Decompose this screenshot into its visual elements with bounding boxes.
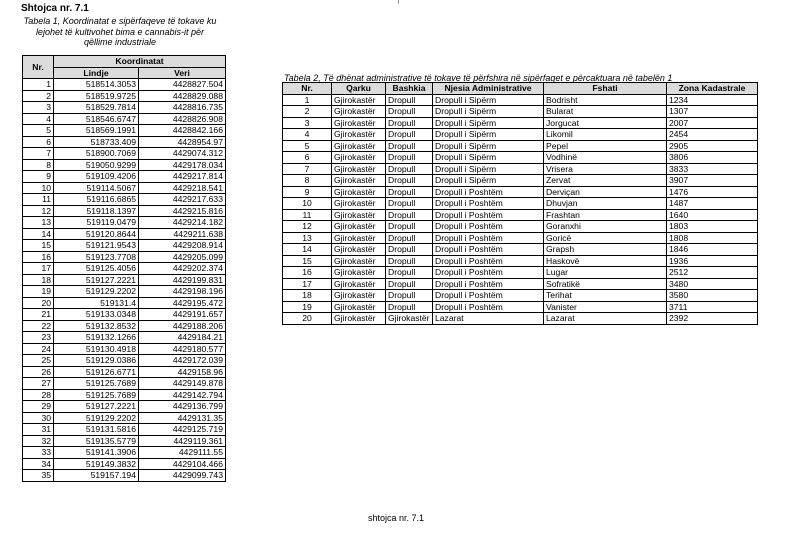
table1-cell-lindje: 519157.194	[54, 470, 139, 482]
table2-cell-bashkia: Dropull	[386, 232, 433, 244]
table-row	[23, 435, 226, 447]
table2-cell-bashkia: Dropull	[386, 221, 433, 233]
table1-cell-veri: 4429178.034	[139, 159, 226, 171]
table2-cell-njesia: Dropull i Sipërm	[433, 163, 544, 175]
table1-header-veri: Veri	[139, 67, 226, 79]
table2-cell-bashkia: Dropull	[386, 106, 433, 118]
table-row	[23, 332, 226, 344]
table1-cell-lindje: 519129.2202	[54, 286, 139, 298]
table1-cell-veri: 4429217.814	[139, 171, 226, 183]
table1-cell-nr: 15	[23, 240, 54, 252]
table-row	[283, 232, 758, 244]
table2-cell-njesia: Dropull i Sipërm	[433, 152, 544, 164]
table1-cell-lindje: 519050.9299	[54, 159, 139, 171]
table2-cell-bashkia: Dropull	[386, 94, 433, 106]
table2-cell-fshati: Terihat	[544, 290, 667, 302]
table1-cell-lindje: 519132.8532	[54, 320, 139, 332]
table2-cell-nr: 20	[283, 313, 332, 325]
table2-cell-qarku: Gjirokastër	[332, 152, 386, 164]
table2-cell-nr: 7	[283, 163, 332, 175]
table2-cell-bashkia: Dropull	[386, 290, 433, 302]
table1-cell-nr: 8	[23, 159, 54, 171]
table-row	[283, 209, 758, 221]
table-row	[283, 186, 758, 198]
table-row	[23, 217, 226, 229]
table2-cell-qarku: Gjirokastër	[332, 267, 386, 279]
table2-cell-zona: 1936	[667, 255, 758, 267]
coordinates-table	[22, 55, 226, 482]
table2-cell-bashkia: Dropull	[386, 301, 433, 313]
table2-cell-nr: 16	[283, 267, 332, 279]
table-row	[23, 79, 226, 91]
table1-cell-lindje: 519121.9543	[54, 240, 139, 252]
table2-cell-njesia: Dropull i Sipërm	[433, 106, 544, 118]
table1-header-nr: Nr.	[23, 56, 54, 79]
table1-cell-lindje: 519132.1266	[54, 332, 139, 344]
table2-cell-qarku: Gjirokastër	[332, 255, 386, 267]
table1-cell-lindje: 519126.6771	[54, 366, 139, 378]
table1-cell-veri: 4429199.831	[139, 274, 226, 286]
table2-cell-njesia: Dropull i Poshtëm	[433, 221, 544, 233]
table1-cell-veri: 4429195.472	[139, 297, 226, 309]
table-row	[23, 136, 226, 148]
table2-cell-zona: 1640	[667, 209, 758, 221]
table2-cell-nr: 1	[283, 94, 332, 106]
table1-cell-nr: 26	[23, 366, 54, 378]
table2-header-nr: Nr.	[283, 83, 332, 95]
table2-header-njesia: Njesia Administrative	[433, 83, 544, 95]
table2-cell-fshati: Jorgucat	[544, 117, 667, 129]
table2-cell-qarku: Gjirokastër	[332, 94, 386, 106]
table1-cell-veri: 4429149.878	[139, 378, 226, 390]
table1-cell-nr: 12	[23, 205, 54, 217]
table2-cell-zona: 1846	[667, 244, 758, 256]
table2-cell-zona: 2454	[667, 129, 758, 141]
table2-cell-zona: 3907	[667, 175, 758, 187]
table2-cell-zona: 1808	[667, 232, 758, 244]
table-row	[283, 129, 758, 141]
table-row	[283, 106, 758, 118]
table-row	[283, 313, 758, 325]
table2-cell-qarku: Gjirokastër	[332, 198, 386, 210]
table-row	[23, 148, 226, 160]
table1-cell-nr: 9	[23, 171, 54, 183]
table1-cell-lindje: 519123.7708	[54, 251, 139, 263]
table2-cell-njesia: Dropull i Poshtëm	[433, 267, 544, 279]
table2-cell-nr: 3	[283, 117, 332, 129]
table2-cell-fshati: Likomil	[544, 129, 667, 141]
table-row	[23, 389, 226, 401]
table1-cell-nr: 32	[23, 435, 54, 447]
table1-cell-veri: 4429074.312	[139, 148, 226, 160]
table2-cell-nr: 19	[283, 301, 332, 313]
table1-cell-nr: 14	[23, 228, 54, 240]
table-row	[23, 205, 226, 217]
table1-cell-veri: 4429180.577	[139, 343, 226, 355]
table1-cell-lindje: 519127.2221	[54, 274, 139, 286]
table-row	[23, 240, 226, 252]
table1-cell-lindje: 519133.0348	[54, 309, 139, 321]
table1-cell-lindje: 519141.3906	[54, 447, 139, 459]
table-row	[23, 424, 226, 436]
table2-caption: Tabela 2, Të dhënat administrative të tokave të përfshira në sipërfaqet e përcaktuara në tabelën 1	[284, 73, 673, 83]
table-row	[283, 244, 758, 256]
table2-cell-bashkia: Dropull	[386, 152, 433, 164]
table1-cell-veri: 4428829.088	[139, 90, 226, 102]
table1-cell-lindje: 519149.3832	[54, 458, 139, 470]
table1-cell-veri: 4429211.638	[139, 228, 226, 240]
table2-cell-njesia: Dropull i Poshtëm	[433, 301, 544, 313]
table2-cell-zona: 2512	[667, 267, 758, 279]
table1-cell-veri: 4429136.799	[139, 401, 226, 413]
table1-cell-veri: 4429188.206	[139, 320, 226, 332]
table-row	[283, 255, 758, 267]
table1-cell-nr: 6	[23, 136, 54, 148]
table2-cell-fshati: Pepel	[544, 140, 667, 152]
table2-cell-bashkia: Dropull	[386, 255, 433, 267]
table1-cell-lindje: 519129.0386	[54, 355, 139, 367]
administrative-table	[282, 82, 758, 325]
table2-header-zona: Zona Kadastrale	[667, 83, 758, 95]
table1-cell-nr: 10	[23, 182, 54, 194]
table1-cell-veri: 4429198.196	[139, 286, 226, 298]
table1-cell-veri: 4429172.039	[139, 355, 226, 367]
table2-cell-nr: 9	[283, 186, 332, 198]
table1-cell-veri: 4429131.35	[139, 412, 226, 424]
table2-cell-qarku: Gjirokastër	[332, 106, 386, 118]
table1-cell-veri: 4429119.361	[139, 435, 226, 447]
table2-cell-njesia: Dropull i Sipërm	[433, 94, 544, 106]
table-row	[23, 113, 226, 125]
table1-cell-veri: 4428816.735	[139, 102, 226, 114]
table1-cell-lindje: 519114.5067	[54, 182, 139, 194]
table2-cell-nr: 11	[283, 209, 332, 221]
table1-cell-lindje: 519116.6865	[54, 194, 139, 206]
table2-cell-qarku: Gjirokastër	[332, 244, 386, 256]
table-row	[23, 182, 226, 194]
table1-cell-lindje: 519120.8644	[54, 228, 139, 240]
page-mark	[398, 0, 399, 4]
table1-cell-lindje: 519130.4918	[54, 343, 139, 355]
table2-cell-njesia: Dropull i Poshtëm	[433, 255, 544, 267]
table2-cell-njesia: Dropull i Poshtëm	[433, 186, 544, 198]
table-row	[23, 228, 226, 240]
table1-caption: Tabela 1, Koordinatat e sipërfaqeve të tokave ku lejohet të kultivohet bima e cannabis-it për qëllime industriale	[23, 16, 217, 47]
table1-cell-veri: 4429125.719	[139, 424, 226, 436]
table1-cell-veri: 4429158.96	[139, 366, 226, 378]
table2-cell-njesia: Dropull i Poshtëm	[433, 278, 544, 290]
page-footer: shtojca nr. 7.1	[368, 513, 425, 523]
table2-cell-nr: 12	[283, 221, 332, 233]
table2-cell-zona: 2007	[667, 117, 758, 129]
table2-cell-nr: 5	[283, 140, 332, 152]
table-row	[23, 171, 226, 183]
table1-cell-veri: 4429142.794	[139, 389, 226, 401]
table2-cell-fshati: Vodhinë	[544, 152, 667, 164]
table2-cell-bashkia: Dropull	[386, 129, 433, 141]
table1-cell-lindje: 519135.5779	[54, 435, 139, 447]
table1-cell-lindje: 518519.9725	[54, 90, 139, 102]
table2-cell-qarku: Gjirokastër	[332, 186, 386, 198]
table2-header-qarku: Qarku	[332, 83, 386, 95]
table1-cell-veri: 4429218.541	[139, 182, 226, 194]
table1-cell-veri: 4429191.657	[139, 309, 226, 321]
table2-cell-bashkia: Dropull	[386, 140, 433, 152]
table1-cell-veri: 4429205.099	[139, 251, 226, 263]
table-row	[23, 251, 226, 263]
table-row	[23, 102, 226, 114]
table2-cell-qarku: Gjirokastër	[332, 232, 386, 244]
table1-cell-veri: 4429111.55	[139, 447, 226, 459]
table-row	[283, 221, 758, 233]
table2-cell-njesia: Lazarat	[433, 313, 544, 325]
table2-cell-nr: 15	[283, 255, 332, 267]
table1-cell-lindje: 519125.7689	[54, 378, 139, 390]
table2-cell-fshati: Bodrisht	[544, 94, 667, 106]
table2-cell-nr: 18	[283, 290, 332, 302]
table-row	[283, 198, 758, 210]
table2-cell-nr: 13	[283, 232, 332, 244]
table2-cell-bashkia: Dropull	[386, 186, 433, 198]
table2-cell-fshati: Grapsh	[544, 244, 667, 256]
table-row	[283, 175, 758, 187]
table1-cell-nr: 1	[23, 79, 54, 91]
table2-cell-nr: 6	[283, 152, 332, 164]
table1-cell-nr: 23	[23, 332, 54, 344]
table-row	[23, 470, 226, 482]
table2-cell-zona: 3833	[667, 163, 758, 175]
table1-cell-lindje: 519109.4206	[54, 171, 139, 183]
table2-cell-fshati: Goricë	[544, 232, 667, 244]
table2-cell-fshati: Lugar	[544, 267, 667, 279]
table2-cell-njesia: Dropull i Poshtëm	[433, 244, 544, 256]
table1-cell-nr: 11	[23, 194, 54, 206]
table-row	[283, 267, 758, 279]
table1-cell-nr: 17	[23, 263, 54, 275]
table2-cell-qarku: Gjirokastër	[332, 175, 386, 187]
table1-header-lindje: Lindje	[54, 67, 139, 79]
table2-cell-bashkia: Dropull	[386, 267, 433, 279]
table2-cell-fshati: Bularat	[544, 106, 667, 118]
table1-cell-nr: 16	[23, 251, 54, 263]
table2-cell-fshati: Vrisera	[544, 163, 667, 175]
table-row	[23, 194, 226, 206]
table-row	[283, 290, 758, 302]
table2-cell-njesia: Dropull i Sipërm	[433, 129, 544, 141]
table2-cell-zona: 2392	[667, 313, 758, 325]
table1-cell-nr: 4	[23, 113, 54, 125]
table1-cell-lindje: 518546.6747	[54, 113, 139, 125]
table2-header-fshati: Fshati	[544, 83, 667, 95]
table1-cell-nr: 25	[23, 355, 54, 367]
table2-cell-bashkia: Gjirokastër	[386, 313, 433, 325]
table-row	[23, 355, 226, 367]
table2-cell-bashkia: Dropull	[386, 163, 433, 175]
table1-cell-lindje: 518900.7069	[54, 148, 139, 160]
table1-cell-veri: 4429208.914	[139, 240, 226, 252]
table2-cell-qarku: Gjirokastër	[332, 129, 386, 141]
table2-cell-qarku: Gjirokastër	[332, 301, 386, 313]
table1-cell-veri: 4428827.504	[139, 79, 226, 91]
table1-cell-veri: 4429215.816	[139, 205, 226, 217]
table2-cell-zona: 1307	[667, 106, 758, 118]
table2-cell-njesia: Dropull i Sipërm	[433, 175, 544, 187]
table1-cell-nr: 27	[23, 378, 54, 390]
table1-cell-nr: 29	[23, 401, 54, 413]
table1-cell-lindje: 518569.1991	[54, 125, 139, 137]
table-row	[23, 159, 226, 171]
table1-cell-veri: 4428954.97	[139, 136, 226, 148]
table2-cell-zona: 3806	[667, 152, 758, 164]
table2-cell-bashkia: Dropull	[386, 278, 433, 290]
table1-cell-nr: 22	[23, 320, 54, 332]
table-row	[283, 163, 758, 175]
table1-cell-lindje: 519119.0479	[54, 217, 139, 229]
table-row	[23, 412, 226, 424]
table2-cell-nr: 4	[283, 129, 332, 141]
table2-cell-njesia: Dropull i Poshtëm	[433, 198, 544, 210]
table1-cell-veri: 4429214.182	[139, 217, 226, 229]
table-row	[23, 320, 226, 332]
table-row	[23, 297, 226, 309]
table1-cell-nr: 7	[23, 148, 54, 160]
table2-cell-bashkia: Dropull	[386, 198, 433, 210]
table1-header-group: Koordinatat	[54, 56, 226, 68]
table2-cell-nr: 10	[283, 198, 332, 210]
table1-cell-nr: 5	[23, 125, 54, 137]
table2-cell-fshati: Haskovë	[544, 255, 667, 267]
table1-cell-nr: 18	[23, 274, 54, 286]
table1-cell-lindje: 519118.1397	[54, 205, 139, 217]
table-row	[23, 90, 226, 102]
table2-cell-fshati: Derviçan	[544, 186, 667, 198]
table-row	[283, 117, 758, 129]
table1-cell-nr: 30	[23, 412, 54, 424]
table2-cell-qarku: Gjirokastër	[332, 278, 386, 290]
table-row	[283, 152, 758, 164]
table2-cell-zona: 3480	[667, 278, 758, 290]
table2-cell-zona: 1803	[667, 221, 758, 233]
table-row	[23, 125, 226, 137]
table-row	[23, 343, 226, 355]
table2-cell-nr: 17	[283, 278, 332, 290]
table1-cell-veri: 4429184.21	[139, 332, 226, 344]
table1-cell-veri: 4428842.166	[139, 125, 226, 137]
table-row	[283, 140, 758, 152]
table1-cell-veri: 4429104.466	[139, 458, 226, 470]
table2-cell-nr: 8	[283, 175, 332, 187]
table2-cell-bashkia: Dropull	[386, 175, 433, 187]
page-title: Shtojca nr. 7.1	[21, 3, 89, 14]
table2-cell-zona: 3711	[667, 301, 758, 313]
table1-cell-veri: 4429099.743	[139, 470, 226, 482]
table2-cell-fshati: Vanister	[544, 301, 667, 313]
table1-cell-lindje: 519127.2221	[54, 401, 139, 413]
table-row	[23, 263, 226, 275]
table2-cell-qarku: Gjirokastër	[332, 313, 386, 325]
table-row	[283, 94, 758, 106]
table1-cell-nr: 20	[23, 297, 54, 309]
table2-cell-njesia: Dropull i Poshtëm	[433, 232, 544, 244]
table2-cell-fshati: Sofratikë	[544, 278, 667, 290]
table2-cell-zona: 2905	[667, 140, 758, 152]
table-row	[23, 378, 226, 390]
table2-cell-fshati: Goranxhi	[544, 221, 667, 233]
table2-cell-fshati: Zervat	[544, 175, 667, 187]
table2-cell-qarku: Gjirokastër	[332, 163, 386, 175]
table1-cell-veri: 4429217.633	[139, 194, 226, 206]
table2-cell-qarku: Gjirokastër	[332, 290, 386, 302]
table2-cell-qarku: Gjirokastër	[332, 209, 386, 221]
table-row	[283, 278, 758, 290]
table1-cell-nr: 33	[23, 447, 54, 459]
table1-cell-nr: 35	[23, 470, 54, 482]
table2-cell-qarku: Gjirokastër	[332, 140, 386, 152]
table2-cell-qarku: Gjirokastër	[332, 221, 386, 233]
table1-cell-lindje: 518514.3053	[54, 79, 139, 91]
table1-cell-nr: 13	[23, 217, 54, 229]
table2-cell-fshati: Lazarat	[544, 313, 667, 325]
table1-cell-nr: 2	[23, 90, 54, 102]
table1-cell-nr: 19	[23, 286, 54, 298]
table2-cell-nr: 14	[283, 244, 332, 256]
table-row	[23, 309, 226, 321]
table1-cell-nr: 24	[23, 343, 54, 355]
table1-cell-lindje: 518529.7814	[54, 102, 139, 114]
table1-cell-lindje: 519125.7689	[54, 389, 139, 401]
table2-cell-bashkia: Dropull	[386, 117, 433, 129]
table1-cell-lindje: 519131.5816	[54, 424, 139, 436]
table2-cell-zona: 1234	[667, 94, 758, 106]
table2-cell-bashkia: Dropull	[386, 209, 433, 221]
table2-cell-njesia: Dropull i Poshtëm	[433, 209, 544, 221]
table1-cell-nr: 34	[23, 458, 54, 470]
table2-cell-bashkia: Dropull	[386, 244, 433, 256]
table2-cell-njesia: Dropull i Sipërm	[433, 117, 544, 129]
table2-cell-qarku: Gjirokastër	[332, 117, 386, 129]
table1-cell-veri: 4428826.908	[139, 113, 226, 125]
table-row	[23, 286, 226, 298]
table-row	[23, 458, 226, 470]
table-row	[283, 301, 758, 313]
table1-cell-lindje: 519129.2202	[54, 412, 139, 424]
table2-cell-zona: 1487	[667, 198, 758, 210]
table2-cell-njesia: Dropull i Sipërm	[433, 140, 544, 152]
table1-cell-nr: 31	[23, 424, 54, 436]
table2-cell-fshati: Frashtan	[544, 209, 667, 221]
table-row	[23, 447, 226, 459]
table1-cell-lindje: 519125.4056	[54, 263, 139, 275]
table-row	[23, 274, 226, 286]
table1-cell-veri: 4429202.374	[139, 263, 226, 275]
table2-cell-njesia: Dropull i Poshtëm	[433, 290, 544, 302]
table-row	[23, 366, 226, 378]
table2-cell-zona: 1476	[667, 186, 758, 198]
table2-header-bashkia: Bashkia	[386, 83, 433, 95]
table1-cell-lindje: 518733.409	[54, 136, 139, 148]
table2-cell-zona: 3580	[667, 290, 758, 302]
table1-cell-lindje: 519131.4	[54, 297, 139, 309]
table2-cell-fshati: Dhuvjan	[544, 198, 667, 210]
table2-cell-nr: 2	[283, 106, 332, 118]
table-row	[23, 401, 226, 413]
table1-cell-nr: 3	[23, 102, 54, 114]
table1-cell-nr: 28	[23, 389, 54, 401]
table1-cell-nr: 21	[23, 309, 54, 321]
